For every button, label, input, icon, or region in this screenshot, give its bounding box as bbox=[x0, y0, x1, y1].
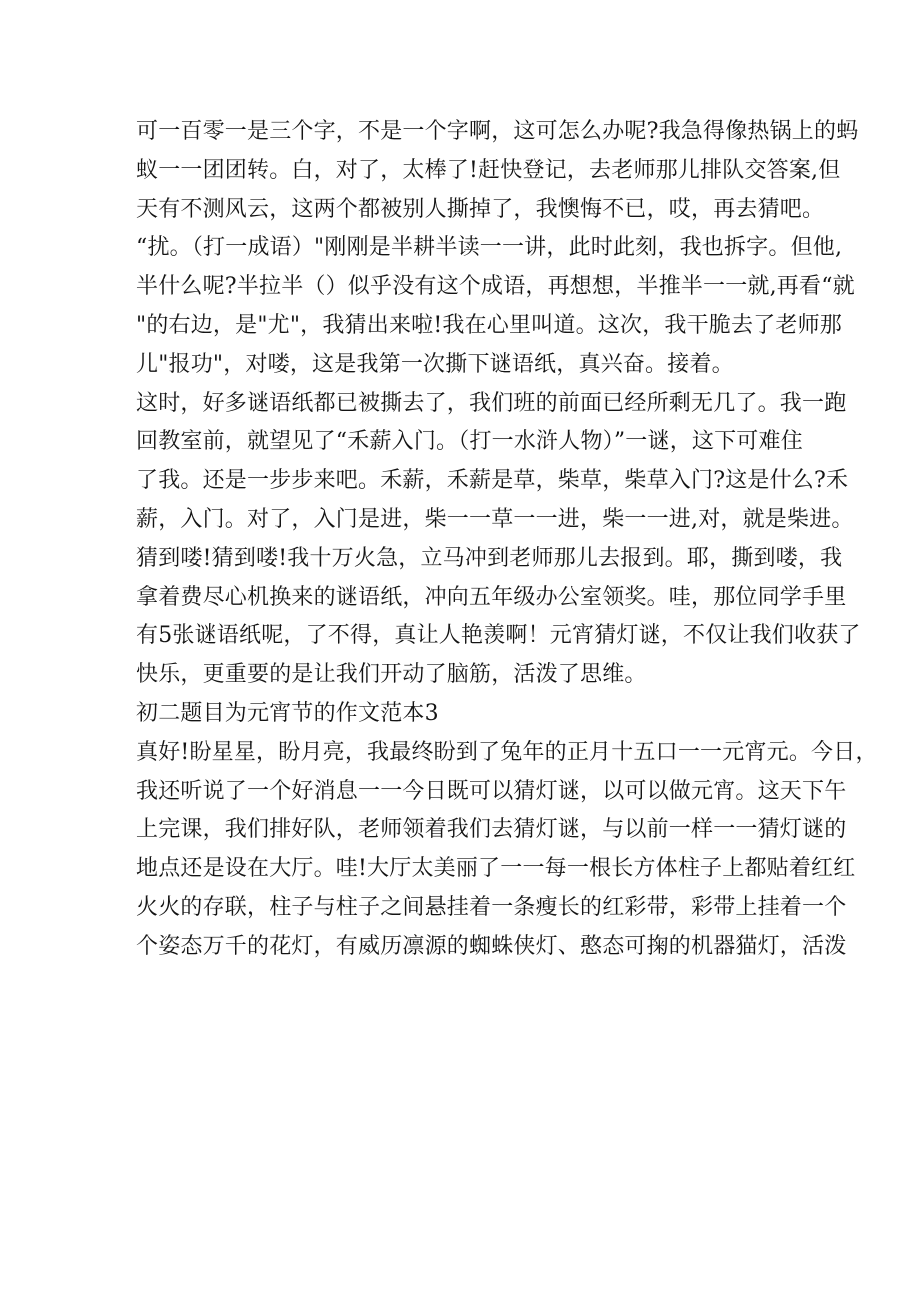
text-line: 地点还是设在大厅。哇!大厅太美丽了一一每一根长方体柱子上都贴着红红 bbox=[136, 856, 856, 882]
text-line: 回教室前，就望见了“禾薪入门。（打一水浒人物）”一谜，这下可难住 bbox=[136, 429, 803, 455]
text-line: 我还听说了一个好消息一一今日既可以猜灯谜，以可以做元宵。这天下午 bbox=[136, 778, 847, 804]
section-heading: 初二题目为元宵节的作文范本3 bbox=[136, 700, 439, 726]
text-line: 拿着费尽心机换来的谜语纸，冲向五年级办公室领奖。哇，那位同学手里 bbox=[136, 584, 847, 610]
text-line: 个姿态万千的花灯，有威历凛源的蜘蛛侠灯、憨态可掬的机器猫灯，活泼 bbox=[136, 933, 847, 959]
text-line: 儿"报功"，对喽，这是我第一次撕下谜语纸，真兴奋。接着。 bbox=[136, 351, 734, 377]
text-line: 快乐，更重要的是让我们开动了脑筋，活泼了思维。 bbox=[136, 662, 647, 688]
text-line: 火火的存联，柱子与柱子之间悬挂着一条瘦长的红彩带，彩带上挂着一个 bbox=[136, 894, 847, 920]
text-line: 上完课，我们排好队，老师领着我们去猜灯谜，与以前一样一一猜灯谜的 bbox=[136, 817, 847, 843]
text-line: 天有不测风云，这两个都被别人撕掉了，我懊悔不已，哎，再去猜吧。 bbox=[136, 196, 825, 222]
text-line: 蚁一一团团转。白，对了，太棒了!赶快登记，去老师那儿排队交答案,但 bbox=[136, 157, 841, 183]
text-line: 猜到喽!猜到喽!我十万火急，立马冲到老师那儿去报到。耶，撕到喽，我 bbox=[136, 545, 843, 571]
essay-text bbox=[136, 113, 878, 967]
text-line: 半什么呢?半拉半（）似乎没有这个成语，再想想，半推半一一就,再看“就 bbox=[136, 274, 855, 300]
text-line: 薪，入门。对了，入门是进，柴一一草一一进，柴一一进,对，就是柴进。 bbox=[136, 506, 854, 532]
text-line: “扰。（打一成语）"刚刚是半耕半读一一讲，此时此刻，我也拆字。但他, bbox=[136, 235, 843, 261]
text-line: 真好!盼星星，盼月亮，我最终盼到了兔年的正月十五口一一元宵元。今日， bbox=[136, 739, 878, 765]
text-line: 可一百零一是三个字，不是一个字啊，这可怎么办呢?我急得像热锅上的蚂 bbox=[136, 119, 859, 144]
text-line: "的右边，是"尤"，我猜出来啦!我在心里叫道。这次，我干脆去了老师那 bbox=[136, 312, 843, 338]
text-line: 有5张谜语纸呢，了不得，真让人艳羡啊！元宵猜灯谜，不仅让我们收获了 bbox=[136, 623, 861, 649]
text-line: 了我。还是一步步来吧。禾薪，禾薪是草，柴草，柴草入门?这是什么?禾 bbox=[136, 468, 849, 494]
text-line: 这时，好多谜语纸都已被撕去了，我们班的前面已经所剩无几了。我一跑 bbox=[136, 390, 847, 416]
